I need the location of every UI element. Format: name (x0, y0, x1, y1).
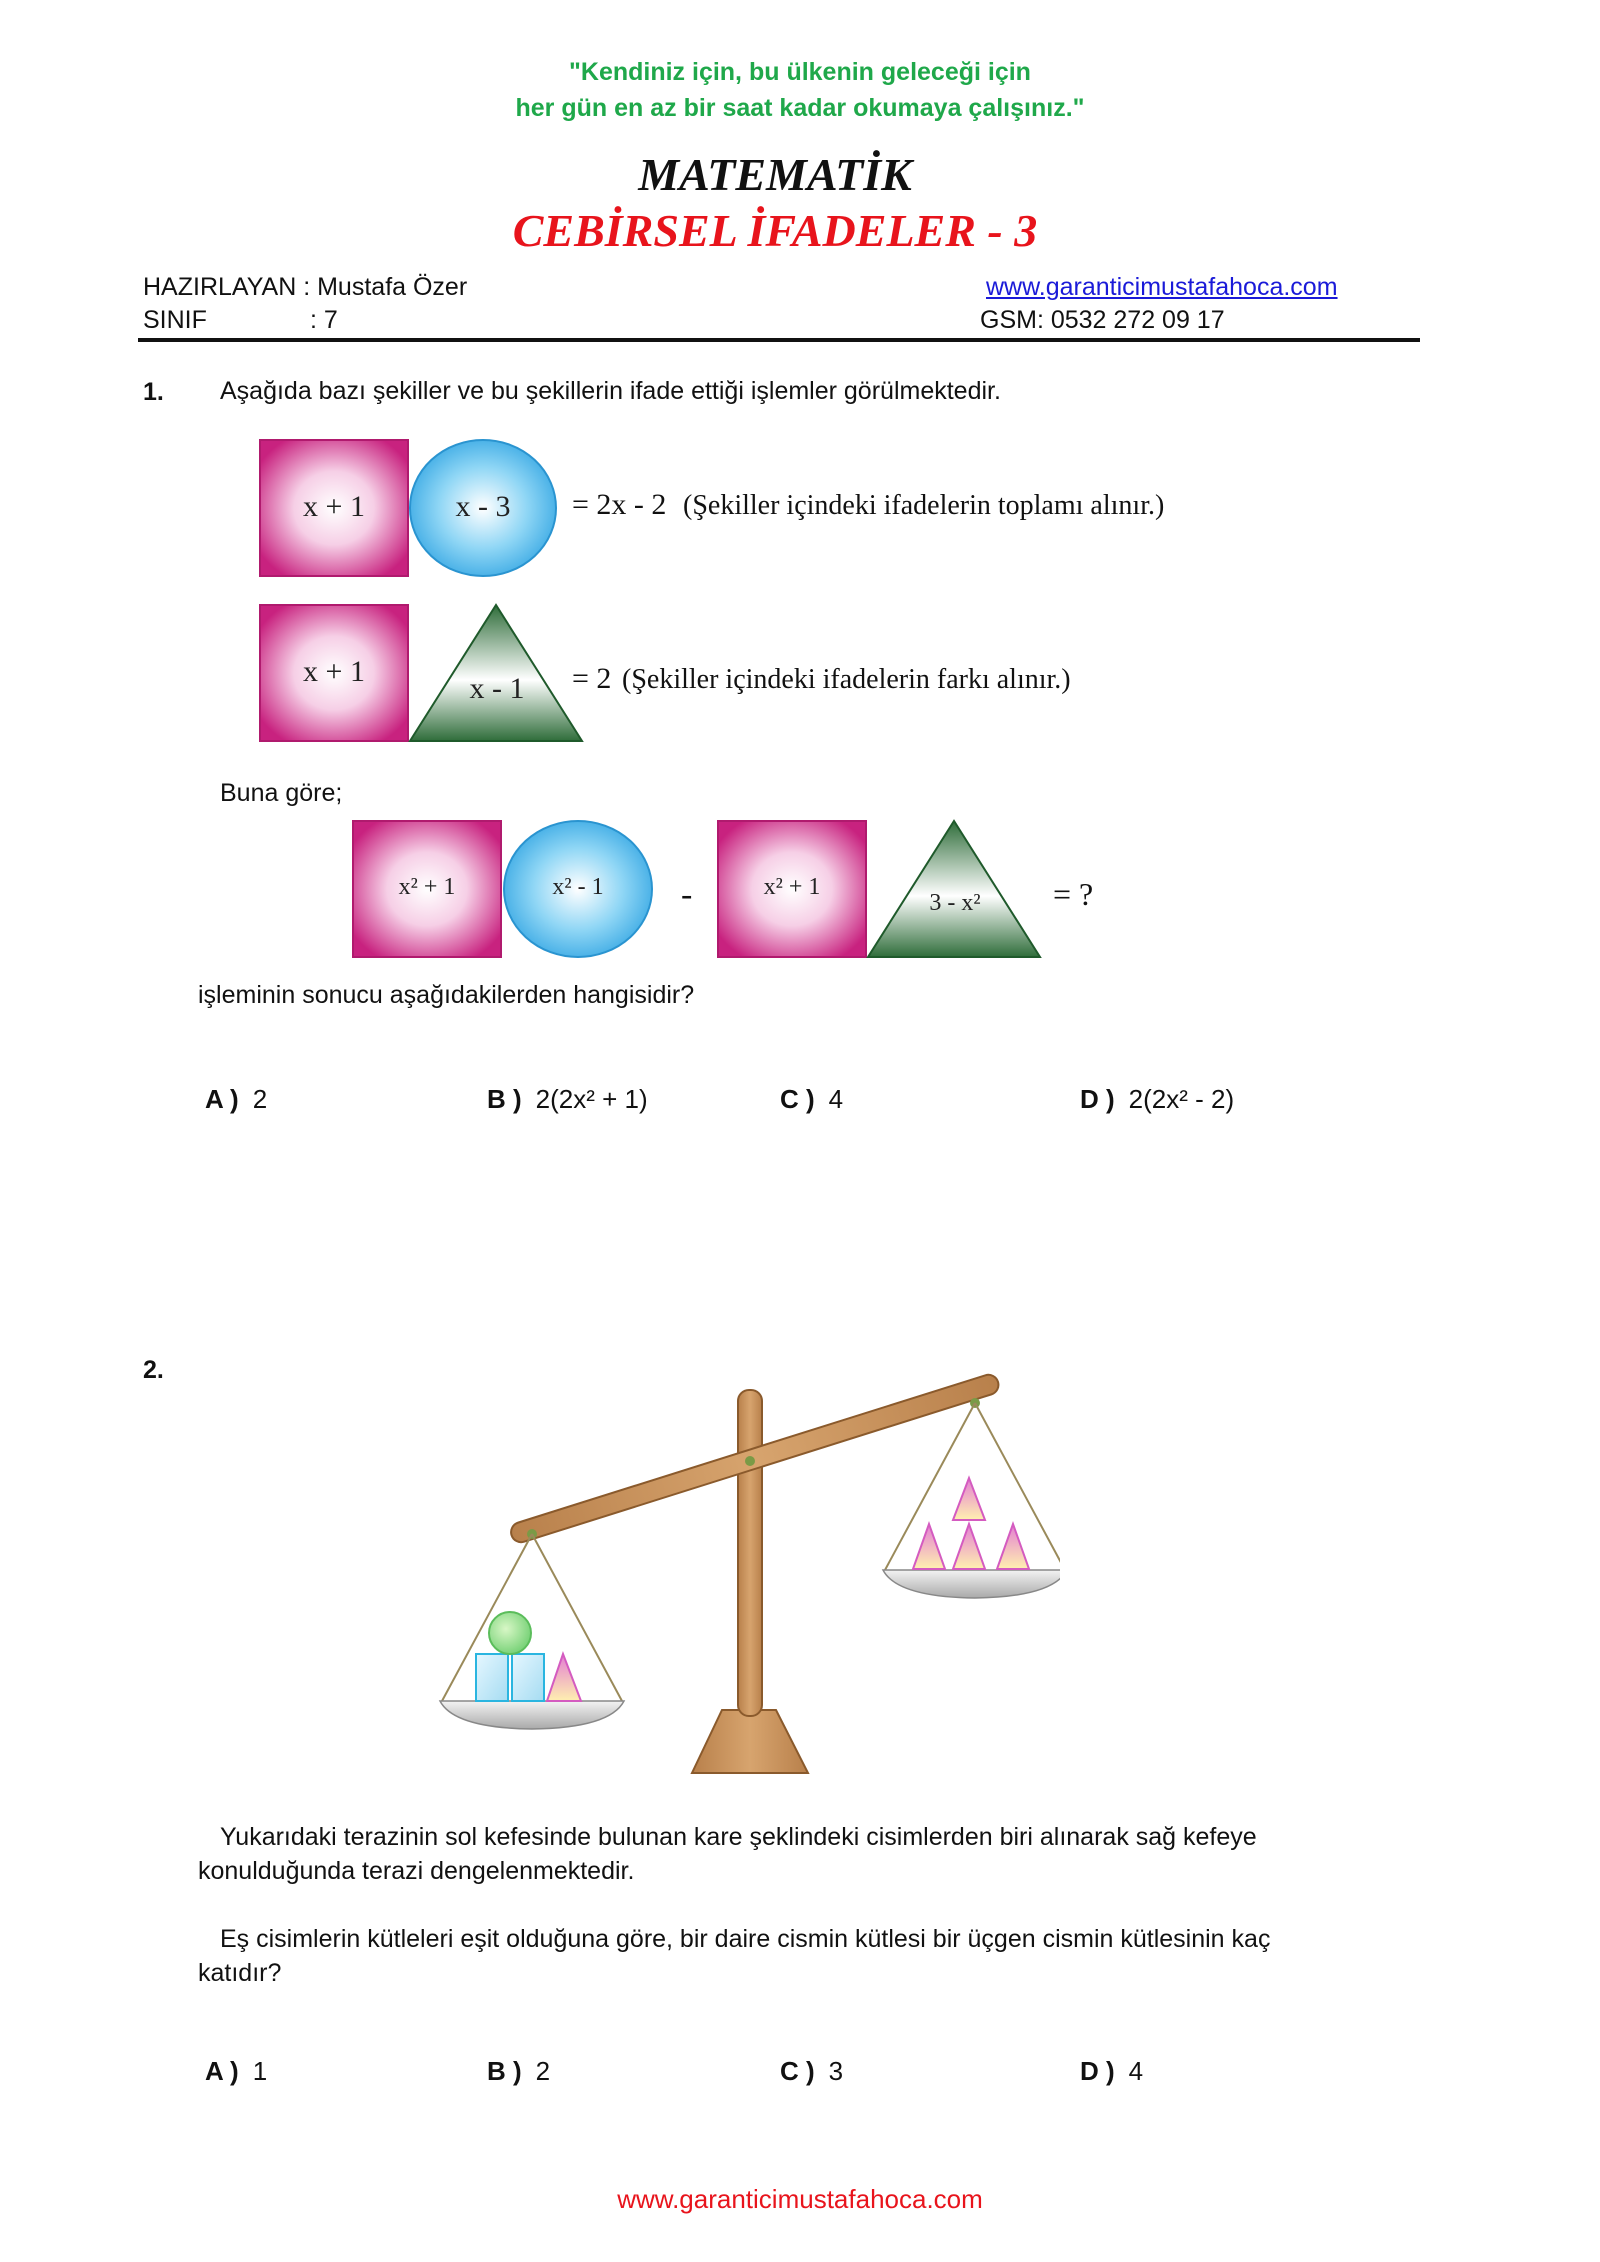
left-string (532, 1534, 622, 1701)
phone-number: GSM: 0532 272 09 17 (980, 306, 1225, 334)
author-label: HAZIRLAYAN : Mustafa Özer (143, 273, 468, 301)
option-letter: D ) (1080, 1084, 1115, 1114)
class-value: : 7 (310, 306, 338, 334)
right-pan (883, 1570, 1060, 1598)
question-2-para-1-line-2: konulduğunda terazi dengelenmektedir. (198, 1857, 635, 1885)
example-2-square-label: x + 1 (303, 655, 365, 688)
example-1-square-label: x + 1 (303, 490, 365, 523)
option-text: 2(2x² - 2) (1128, 1084, 1235, 1114)
question-1-text: işleminin sonucu aşağıdakilerden hangisidir? (198, 981, 695, 1009)
expr-equals: = ? (1053, 876, 1094, 912)
beam-pivot (745, 1456, 755, 1466)
expr-triangle (868, 821, 1040, 957)
footer-website[interactable]: www.garanticimustafahoca.com (617, 2184, 983, 2214)
scale-base (692, 1710, 808, 1773)
left-pan (440, 1701, 624, 1729)
question-1-intro: Aşağıda bazı şekiller ve bu şekillerin ifade ettiği işlemler görülmektedir. (220, 377, 1001, 405)
buna-gore-text: Buna göre; (220, 779, 343, 807)
subject-title: MATEMATİK (638, 149, 912, 200)
q1-option-d[interactable] (1080, 1084, 1234, 1115)
motto-line-2: her gün en az bir saat kadar okumaya çalışınız." (515, 94, 1085, 122)
q1-option-c[interactable] (780, 1084, 843, 1115)
header-divider (138, 338, 1420, 342)
option-text: 4 (828, 1084, 844, 1114)
q1-option-b[interactable] (487, 1084, 648, 1115)
option-letter: B ) (487, 1084, 522, 1114)
example-2-note: (Şekiller içindeki ifadelerin farkı alınır.) (622, 664, 1071, 695)
left-square-2 (512, 1654, 544, 1701)
left-circle (489, 1612, 531, 1654)
option-text: 1 (252, 2056, 268, 2086)
option-text: 4 (1128, 2056, 1144, 2086)
motto-line-1: "Kendiniz için, bu ülkenin geleceği için (569, 58, 1031, 86)
example-1-note: (Şekiller içindeki ifadelerin toplamı alınır.) (683, 490, 1165, 521)
option-letter: C ) (780, 2056, 815, 2086)
option-letter: A ) (205, 2056, 239, 2086)
example-figures (250, 430, 1250, 750)
right-triangle-2 (953, 1524, 985, 1569)
expr-square-2-label: x² + 1 (763, 874, 821, 900)
class-label: SINIF (143, 306, 207, 334)
q2-option-a[interactable] (205, 2056, 267, 2087)
question-1-number: 1. (143, 378, 164, 406)
q2-option-b[interactable] (487, 2056, 550, 2087)
option-letter: B ) (487, 2056, 522, 2086)
option-text: 2 (252, 1084, 268, 1114)
option-text: 2(2x² + 1) (535, 1084, 648, 1114)
right-triangle-1 (913, 1524, 945, 1569)
option-text: 3 (828, 2056, 844, 2086)
question-2-para-2-line-1: Eş cisimlerin kütleleri eşit olduğuna göre, bir daire cismin kütlesi bir üçgen cismin kütlesinin kaç (220, 1925, 1271, 1953)
left-square-1 (476, 1654, 508, 1701)
question-2-number: 2. (143, 1356, 164, 1384)
example-2-triangle-label: x - 1 (469, 672, 525, 705)
topic-title: CEBİRSEL İFADELER - 3 (512, 205, 1038, 256)
example-2-result: = 2 (572, 662, 612, 695)
example-1-circle-label: x - 3 (455, 490, 511, 523)
q2-option-c[interactable] (780, 2056, 843, 2087)
option-letter: C ) (780, 1084, 815, 1114)
right-triangle-3 (997, 1524, 1029, 1569)
balance-scale (420, 1360, 1060, 1790)
website-link[interactable]: www.garanticimustafahoca.com (986, 273, 1338, 301)
expr-triangle-label: 3 - x² (929, 890, 981, 916)
option-letter: A ) (205, 1084, 239, 1114)
q2-option-d[interactable] (1080, 2056, 1143, 2087)
left-triangle (547, 1654, 581, 1701)
question-2-para-1-line-1: Yukarıdaki terazinin sol kefesinde bulunan kare şeklindeki cisimlerden biri alınarak sağ kefeye (220, 1823, 1257, 1851)
option-text: 2 (535, 2056, 551, 2086)
expr-square-1-label: x² + 1 (398, 874, 456, 900)
right-triangle-top (953, 1478, 985, 1520)
example-1-result: = 2x - 2 (572, 488, 667, 521)
scale-pillar (738, 1390, 762, 1716)
q1-option-a[interactable] (205, 1084, 267, 1115)
option-letter: D ) (1080, 2056, 1115, 2086)
expr-circle-label: x² - 1 (552, 874, 604, 900)
expr-minus: - (681, 876, 693, 913)
question-2-para-2-line-2: katıdır? (198, 1959, 282, 1987)
